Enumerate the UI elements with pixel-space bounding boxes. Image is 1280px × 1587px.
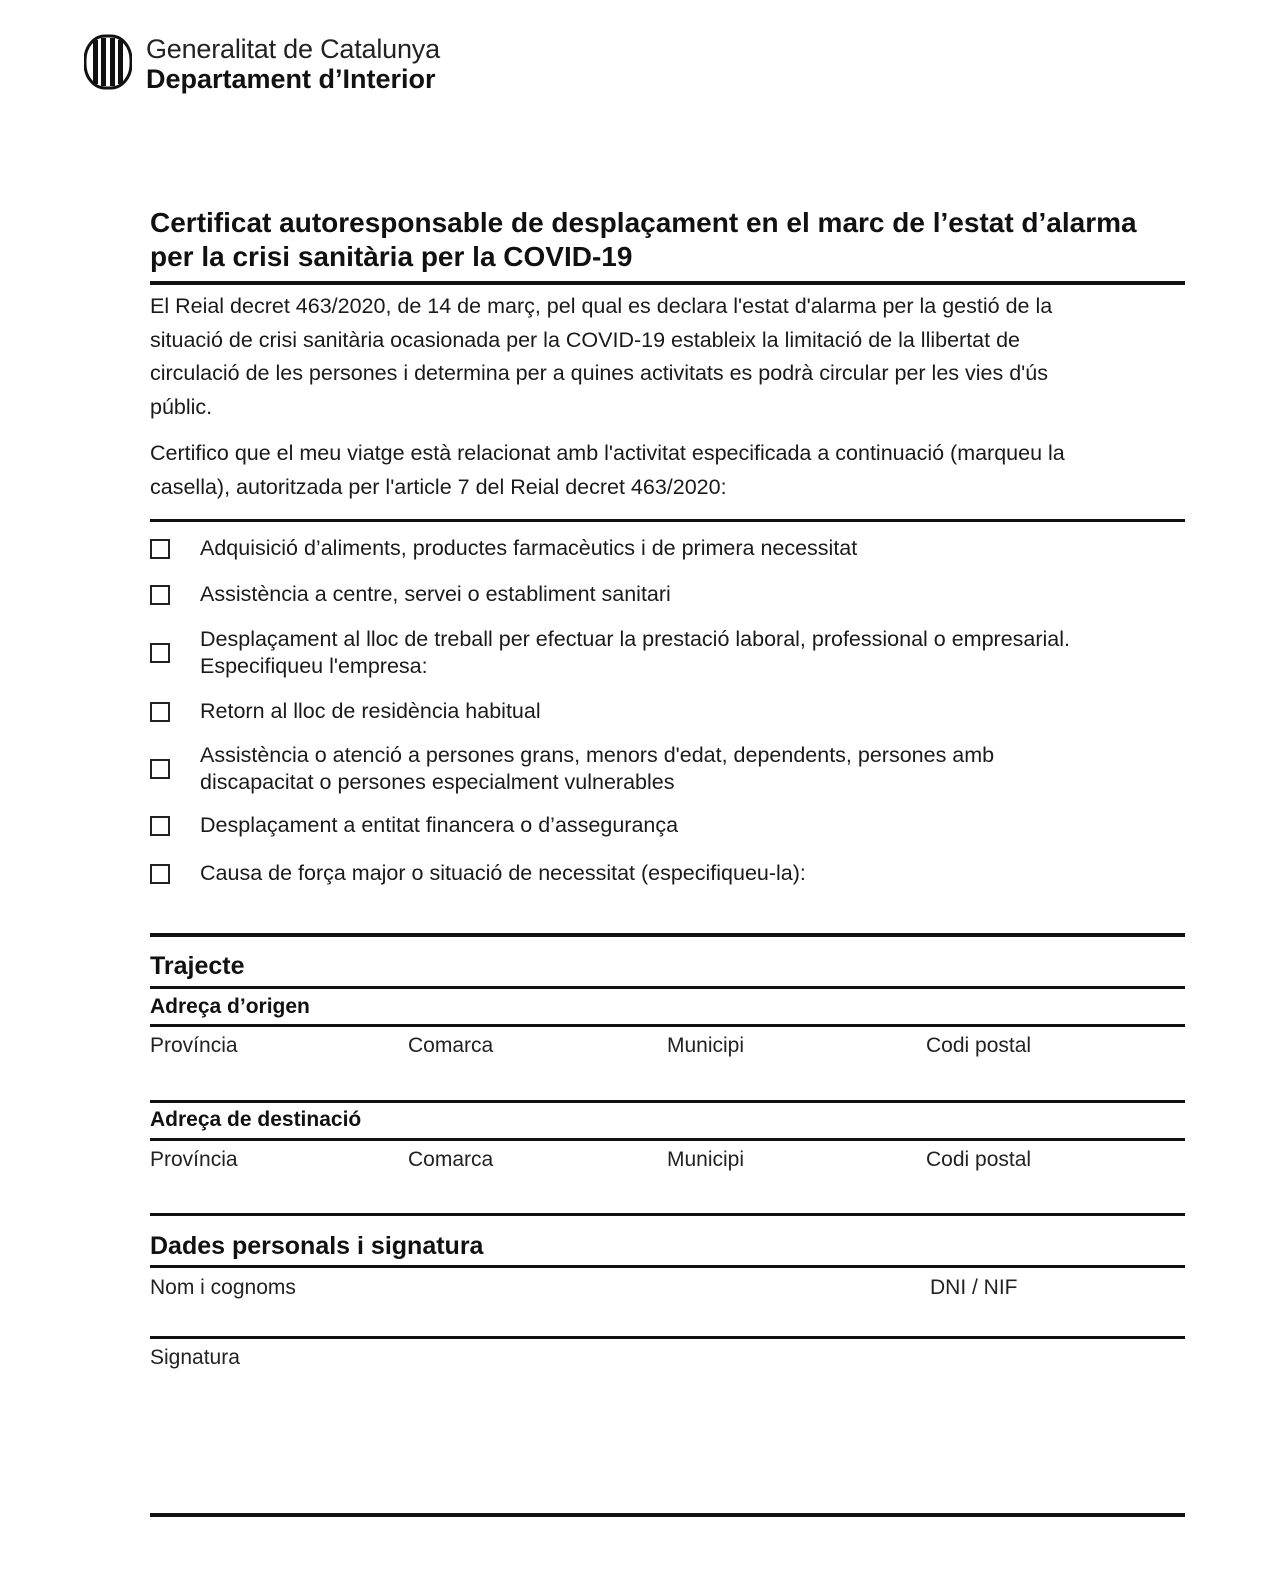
id-field[interactable]: DNI / NIF [930, 1276, 1018, 1299]
destination-postal-code-field[interactable]: Codi postal [926, 1148, 1032, 1171]
name-field[interactable]: Nom i cognoms [150, 1276, 296, 1299]
origin-bottom-divider [150, 1100, 1185, 1103]
trajecte-divider [150, 986, 1185, 989]
option-label-line2: discapacitat o persones especialment vulnerables [200, 770, 675, 794]
option-checkbox[interactable] [150, 643, 170, 663]
option-label: Assistència a centre, servei o establiment sanitari [200, 582, 671, 606]
generalitat-logo-icon [84, 34, 132, 90]
title-line1: Certificat autoresponsable de desplaçament en el marc de l’estat d’alarma [150, 207, 1137, 238]
signature-field[interactable]: Signatura [150, 1346, 240, 1369]
option-care[interactable] [150, 742, 1185, 796]
option-checkbox[interactable] [150, 585, 170, 605]
option-health-centre[interactable] [150, 581, 1185, 608]
option-checkbox[interactable] [150, 539, 170, 559]
option-financial[interactable] [150, 812, 1185, 839]
option-workplace[interactable] [150, 626, 1185, 680]
certify-paragraph [150, 437, 1180, 504]
destination-title: Adreça de destinació [150, 1108, 362, 1131]
destination-divider [150, 1138, 1185, 1141]
trajecte-top-divider [150, 933, 1185, 937]
certify-line: casella), autoritzada per l'article 7 del Reial decret 463/2020: [150, 474, 727, 499]
personal-top-divider [150, 1213, 1185, 1216]
option-checkbox[interactable] [150, 702, 170, 722]
option-label: Desplaçament a entitat financera o d’assegurança [200, 813, 679, 837]
option-checkbox[interactable] [150, 816, 170, 836]
origin-provincia-field[interactable]: Província [150, 1034, 238, 1057]
options-divider [150, 519, 1185, 522]
intro-paragraph [150, 290, 1180, 424]
option-food[interactable] [150, 535, 1185, 562]
title-divider [150, 281, 1185, 285]
header [84, 34, 440, 94]
signature-bottom-divider [150, 1513, 1185, 1517]
destination-comarca-field[interactable]: Comarca [408, 1148, 494, 1171]
option-label [200, 626, 1070, 680]
origin-comarca-field[interactable]: Comarca [408, 1034, 494, 1057]
certify-line: Certifico que el meu viatge està relacionat amb l'activitat especificada a continuació (marqueu la [150, 441, 1065, 465]
option-label: Adquisició d’aliments, productes farmacèutics i de primera necessitat [200, 536, 858, 560]
option-label-line2: Especifiqueu l'empresa: [200, 654, 428, 678]
option-checkbox[interactable] [150, 864, 170, 884]
document-title [150, 206, 1185, 274]
destination-provincia-field[interactable]: Província [150, 1148, 238, 1171]
personal-divider [150, 1265, 1185, 1268]
option-label [200, 742, 994, 796]
option-label-line1: Assistència o atenció a persones grans, menors d'edat, dependents, persones amb [200, 743, 995, 767]
intro-line: circulació de les persones i determina per a quines activitats es podrà circular per les vies d'ús [150, 361, 1048, 385]
option-force-majeure[interactable] [150, 860, 1185, 887]
trajecte-title: Trajecte [150, 952, 245, 980]
intro-line: públic. [150, 394, 213, 419]
origin-postal-code-field[interactable]: Codi postal [926, 1034, 1032, 1057]
origin-divider [150, 1024, 1185, 1027]
org-name-line2: Departament d’Interior [146, 64, 436, 94]
org-name-line1: Generalitat de Catalunya [146, 34, 440, 64]
intro-line: situació de crisi sanitària ocasionada per la COVID-19 estableix la limitació de la llibertat de [150, 327, 1020, 352]
origin-municipi-field[interactable]: Municipi [667, 1034, 745, 1057]
option-label: Retorn al lloc de residència habitual [200, 699, 541, 723]
destination-municipi-field[interactable]: Municipi [667, 1148, 745, 1171]
personal-title: Dades personals i signatura [150, 1232, 484, 1260]
intro-line: El Reial decret 463/2020, de 14 de març, pel qual es declara l'estat d'alarma per la gestió de la [150, 294, 1053, 318]
option-return-home[interactable] [150, 698, 1185, 725]
option-label: Causa de força major o situació de necessitat (especifiqueu-la): [200, 861, 806, 885]
origin-title: Adreça d’origen [150, 995, 310, 1018]
title-line2: per la crisi sanitària per la COVID-19 [150, 241, 633, 272]
name-bottom-divider [150, 1336, 1185, 1339]
option-label-line1: Desplaçament al lloc de treball per efectuar la prestació laboral, professional o empresarial. [200, 627, 1071, 651]
org-name [146, 34, 440, 94]
option-checkbox[interactable] [150, 759, 170, 779]
